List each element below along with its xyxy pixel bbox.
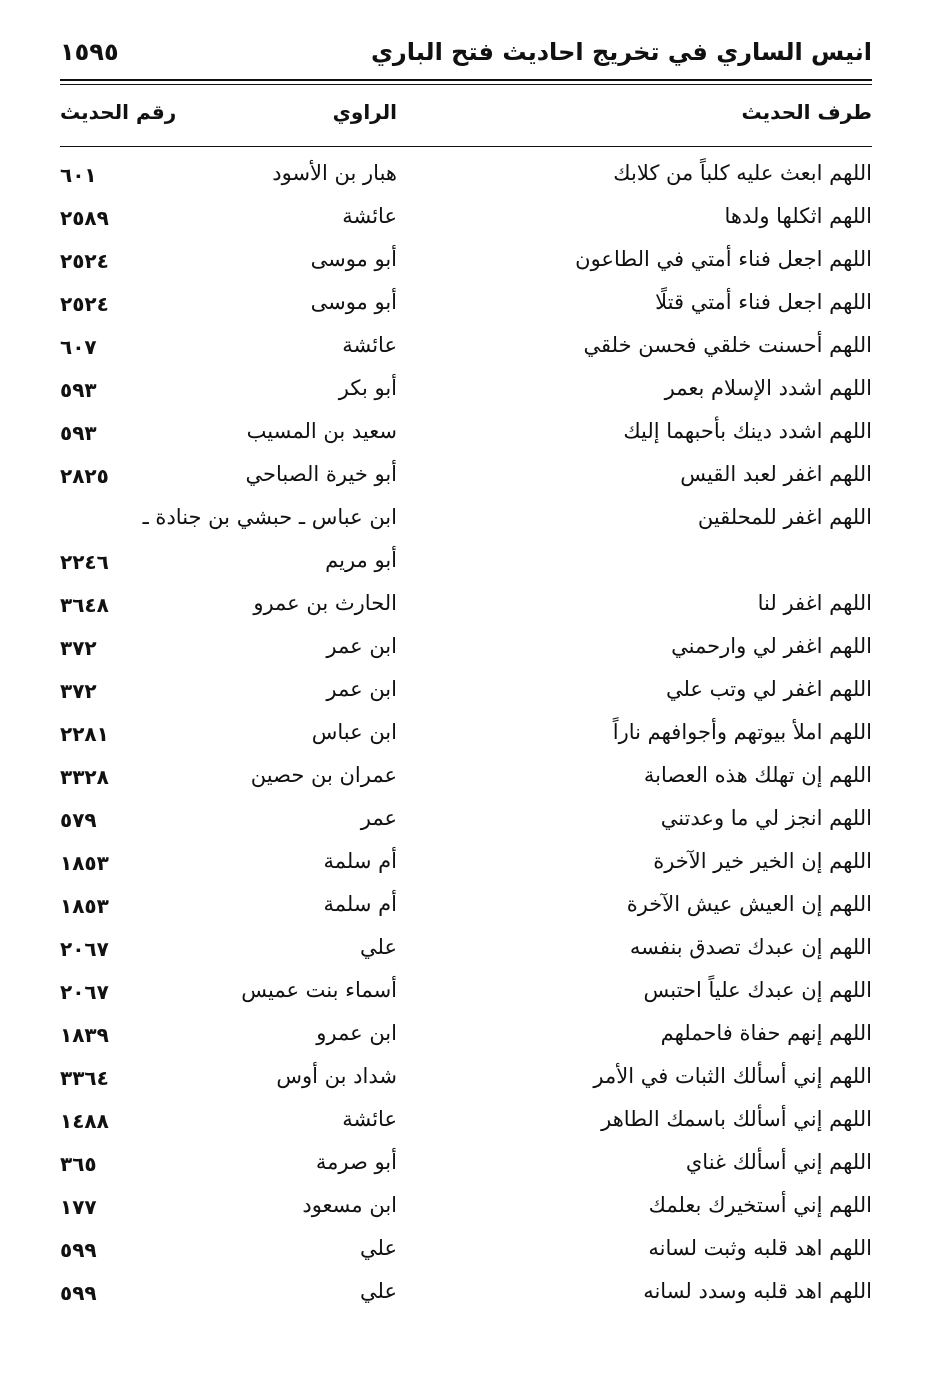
hadith-number: ١٨٥٣	[60, 894, 109, 918]
running-header	[60, 30, 872, 74]
hadith-number: ٥٩٣	[60, 378, 97, 402]
table-row	[60, 757, 872, 800]
hadith-text: اللهم إنهم حفاة فاحملهم	[660, 1021, 872, 1045]
table-row	[60, 800, 872, 843]
narrator-name: علي	[360, 935, 397, 959]
hadith-number: ٦٠٧	[60, 335, 97, 359]
narrator-name: ابن عباس ـ حبشي بن جنادة ـ	[142, 505, 397, 529]
narrator-name: أبو صرمة	[315, 1150, 397, 1174]
hadith-text: اللهم إني أسألك باسمك الطاهر	[601, 1107, 872, 1131]
narrator-name: عائشة	[342, 333, 397, 357]
hadith-number: ٢٠٦٧	[60, 980, 109, 1004]
narrator-name: ابن عباس	[311, 720, 397, 744]
page-number: ١٥٩٥	[60, 38, 119, 66]
hadith-text: اللهم إني أسألك غناي	[685, 1150, 872, 1174]
narrator-name: ابن مسعود	[302, 1193, 397, 1217]
narrator-name: أسماء بنت عميس	[241, 978, 397, 1002]
table-row	[60, 929, 872, 972]
table-row	[60, 1015, 872, 1058]
column-header-number: رقم الحديث	[60, 100, 177, 124]
header-rule-thick	[60, 79, 872, 81]
table-row	[60, 585, 872, 628]
narrator-name: ابن عمر	[326, 677, 397, 701]
table-row	[60, 972, 872, 1015]
narrator-name: أم سلمة	[323, 892, 397, 916]
column-header-rule	[60, 146, 872, 147]
hadith-text: اللهم اهد قلبه وسدد لسانه	[643, 1279, 872, 1303]
hadith-text: اللهم اغفر لعبد القيس	[680, 462, 872, 486]
hadith-text: اللهم اغفر لي وتب علي	[665, 677, 872, 701]
hadith-number: ١٨٣٩	[60, 1023, 109, 1047]
table-row	[60, 284, 872, 327]
table-row	[60, 1230, 872, 1273]
hadith-text: اللهم انجز لي ما وعدتني	[660, 806, 872, 830]
hadith-number: ٢٥٨٩	[60, 206, 109, 230]
table-row	[60, 843, 872, 886]
hadith-number: ٥٩٣	[60, 421, 97, 445]
hadith-text: اللهم إن عبدك علياً احتبس	[643, 978, 872, 1002]
hadith-number: ٣٧٢	[60, 679, 97, 703]
narrator-name: علي	[360, 1279, 397, 1303]
hadith-text: اللهم اشدد الإسلام بعمر	[664, 376, 872, 400]
hadith-number: ٢٢٨١	[60, 722, 109, 746]
hadith-number: ٢٨٢٥	[60, 464, 109, 488]
narrator-name: أبو موسى	[310, 290, 397, 314]
table-row	[60, 456, 872, 499]
hadith-number: ٣٣٦٤	[60, 1066, 109, 1090]
table-row	[60, 327, 872, 370]
narrator-name: سعيد بن المسيب	[246, 419, 397, 443]
table-row	[60, 198, 872, 241]
narrator-name: عائشة	[342, 204, 397, 228]
hadith-number: ٢٥٢٤	[60, 249, 109, 273]
hadith-number: ١٤٨٨	[60, 1109, 109, 1133]
hadith-number: ٥٩٩	[60, 1238, 97, 1262]
book-title: انيس الساري في تخريج احاديث فتح الباري	[370, 38, 872, 66]
hadith-number: ٢٢٤٦	[60, 550, 109, 574]
hadith-text: اللهم إن الخير خير الآخرة	[653, 849, 872, 873]
hadith-text: اللهم اثكلها ولدها	[724, 204, 872, 228]
hadith-number: ٢٥٢٤	[60, 292, 109, 316]
hadith-text: اللهم املأ بيوتهم وأجوافهم ناراً	[612, 720, 872, 744]
table-row	[60, 1058, 872, 1101]
hadith-text: اللهم اغفر للمحلقين	[697, 505, 872, 529]
hadith-text: اللهم إن تهلك هذه العصابة	[643, 763, 872, 787]
hadith-number: ٣٣٢٨	[60, 765, 109, 789]
table-row	[60, 628, 872, 671]
hadith-number: ٣٦٥	[60, 1152, 97, 1176]
narrator-name: عمر	[360, 806, 397, 830]
hadith-text: اللهم ابعث عليه كلباً من كلابك	[613, 161, 872, 185]
hadith-number: ٥٧٩	[60, 808, 97, 832]
narrator-name: أم سلمة	[323, 849, 397, 873]
table-row	[60, 413, 872, 456]
table-row	[60, 714, 872, 757]
table-row	[60, 499, 872, 542]
table-row	[60, 241, 872, 284]
column-header-narrator: الراوي	[332, 100, 397, 124]
hadith-text: اللهم إني أستخيرك بعلمك	[648, 1193, 872, 1217]
table-row	[60, 542, 872, 585]
hadith-text: اللهم إني أسألك الثبات في الأمر	[593, 1064, 872, 1088]
hadith-number: ٣٦٤٨	[60, 593, 109, 617]
hadith-number: ٦٠١	[60, 163, 97, 187]
table-row	[60, 370, 872, 413]
column-headers	[60, 100, 872, 140]
narrator-name: ابن عمر	[326, 634, 397, 658]
narrator-name: شداد بن أوس	[276, 1064, 397, 1088]
hadith-text: اللهم اجعل فناء أمتي قتلًا	[655, 290, 872, 314]
narrator-name: أبو مريم	[325, 548, 397, 572]
index-table	[60, 155, 872, 1316]
hadith-text: اللهم اهد قلبه وثبت لسانه	[648, 1236, 872, 1260]
hadith-text: اللهم اجعل فناء أمتي في الطاعون	[575, 247, 872, 271]
narrator-name: أبو خيرة الصباحي	[245, 462, 397, 486]
table-row	[60, 1144, 872, 1187]
hadith-text: اللهم أحسنت خلقي فحسن خلقي	[583, 333, 872, 357]
hadith-number: ٥٩٩	[60, 1281, 97, 1305]
narrator-name: عائشة	[342, 1107, 397, 1131]
table-row	[60, 155, 872, 198]
table-row	[60, 1187, 872, 1230]
table-row	[60, 671, 872, 714]
table-row	[60, 1273, 872, 1316]
hadith-text: اللهم اشدد دينك بأحبهما إليك	[623, 419, 872, 443]
hadith-text: اللهم إن العيش عيش الآخرة	[626, 892, 872, 916]
column-header-hadith: طرف الحديث	[741, 100, 872, 124]
hadith-number: ٣٧٢	[60, 636, 97, 660]
narrator-name: أبو بكر	[338, 376, 397, 400]
hadith-number: ٢٠٦٧	[60, 937, 109, 961]
table-row	[60, 886, 872, 929]
hadith-text: اللهم اغفر لي وارحمني	[671, 634, 872, 658]
narrator-name: أبو موسى	[310, 247, 397, 271]
narrator-name: علي	[360, 1236, 397, 1260]
hadith-number: ١٨٥٣	[60, 851, 109, 875]
table-row	[60, 1101, 872, 1144]
narrator-name: هبار بن الأسود	[272, 161, 397, 185]
hadith-number: ١٧٧	[60, 1195, 97, 1219]
narrator-name: ابن عمرو	[316, 1021, 397, 1045]
hadith-text: اللهم إن عبدك تصدق بنفسه	[629, 935, 872, 959]
narrator-name: الحارث بن عمرو	[253, 591, 397, 615]
hadith-text: اللهم اغفر لنا	[757, 591, 872, 615]
header-rule-thin	[60, 84, 872, 85]
narrator-name: عمران بن حصين	[250, 763, 397, 787]
